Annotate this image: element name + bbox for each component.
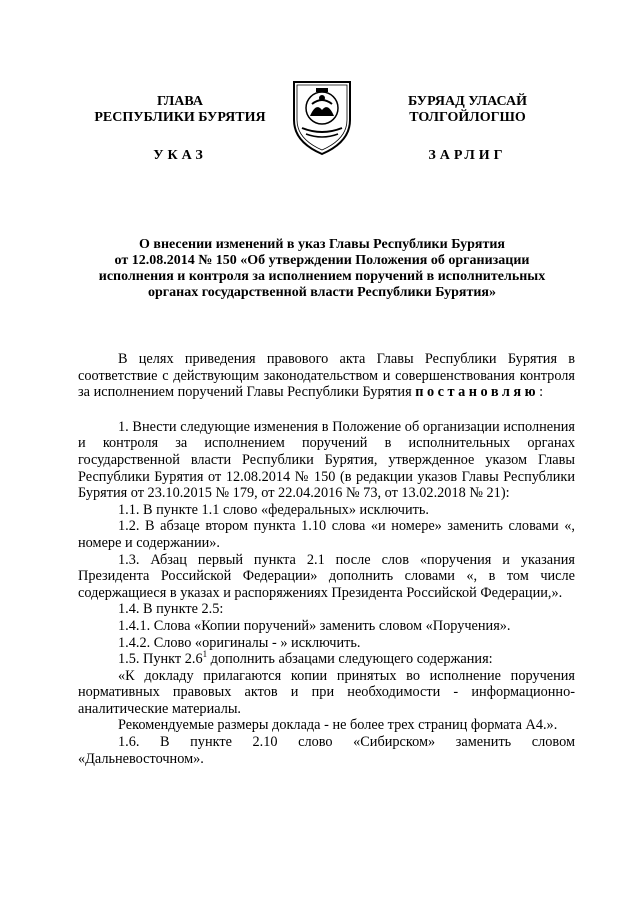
preamble-text: В целях приведения правового акта Главы Республики Бурятия в соответствие с действующим законодательством и совершенствования контроля за исполнением поручений Главы Республики Бурятия xyxy=(78,351,575,401)
doc-type-left: УКАЗ xyxy=(153,148,207,163)
doc-type-right: ЗАРЛИГ xyxy=(428,148,507,163)
header-right xyxy=(360,94,575,126)
header-left xyxy=(80,94,280,126)
item-1-5-start: 1.5. Пункт 2.6 xyxy=(118,651,203,668)
title-line-2: от 12.08.2014 № 150 «Об утверждении Положения об организации xyxy=(114,253,530,268)
header-right-line1: БУРЯАД УЛАСАЙ xyxy=(408,94,527,109)
document-title xyxy=(78,237,566,301)
item-1-5-sup: 1 xyxy=(202,649,208,660)
coat-of-arms-icon xyxy=(286,76,358,158)
header-right-line2: ТОЛГОЙЛОГШО xyxy=(409,110,526,125)
quote-2: Рекомендуемые размеры доклада - не более трех страниц формата А4.». xyxy=(118,717,558,734)
decree-colon: : xyxy=(539,384,544,401)
item-1-4-1: 1.4.1. Слова «Копии поручений» заменить словом «Поручения». xyxy=(118,617,511,634)
item-1-5-end: дополнить абзацами следующего содержания: xyxy=(207,651,493,668)
item-1-2: 1.2. В абзаце втором пункта 1.10 слова «и номере» заменить словами «, номере и содержании». xyxy=(78,518,575,551)
title-line-3: исполнения и контроля за исполнением поручений в исполнительных xyxy=(98,269,546,284)
document-body xyxy=(78,351,575,767)
quote-1: «К докладу прилагаются копии принятых во исполнение поручения нормативных правовых актов и при необходимости - информационно-аналитические материалы. xyxy=(78,667,575,717)
header-left-line1: ГЛАВА xyxy=(157,94,203,109)
item-1-4-2: 1.4.2. Слово «оригиналы - » исключить. xyxy=(118,634,361,651)
item-1-3: 1.3. Абзац первый пункта 2.1 после слов «поручения и указания Президента Российской Федерации» дополнить словами «, в том числе содержащиеся в указах и распоряжениях Президента Российской Федерации,». xyxy=(78,551,575,601)
title-line-1: О внесении изменений в указ Главы Республики Бурятия xyxy=(139,237,505,252)
preamble xyxy=(78,351,575,401)
item-1-6: 1.6. В пункте 2.10 слово «Сибирском» заменить словом «Дальневосточном». xyxy=(78,734,575,767)
item-1-5 xyxy=(78,651,575,668)
item-1-4: 1.4. В пункте 2.5: xyxy=(118,601,224,618)
header-left-line2: РЕСПУБЛИКИ БУРЯТИЯ xyxy=(94,110,266,125)
decree-word: постановляю xyxy=(415,384,540,401)
item-1-1: 1.1. В пункте 1.1 слово «федеральных» исключить. xyxy=(118,501,429,518)
item-1: 1. Внести следующие изменения в Положение об организации исполнения и контроля за исполнением поручений в исполнительных органах государственной власти Республики Бурятия, утвержденное указом Главы Республики Бурятия от 12.08.2014 № 150 (в редакции указов Главы Республики Бурятия от 23.10.2015 № 179, от 22.04.2016 № 73, от 13.02.2018 № 21): xyxy=(78,418,575,502)
title-line-4: органах государственной власти Республики Бурятия» xyxy=(147,285,497,300)
